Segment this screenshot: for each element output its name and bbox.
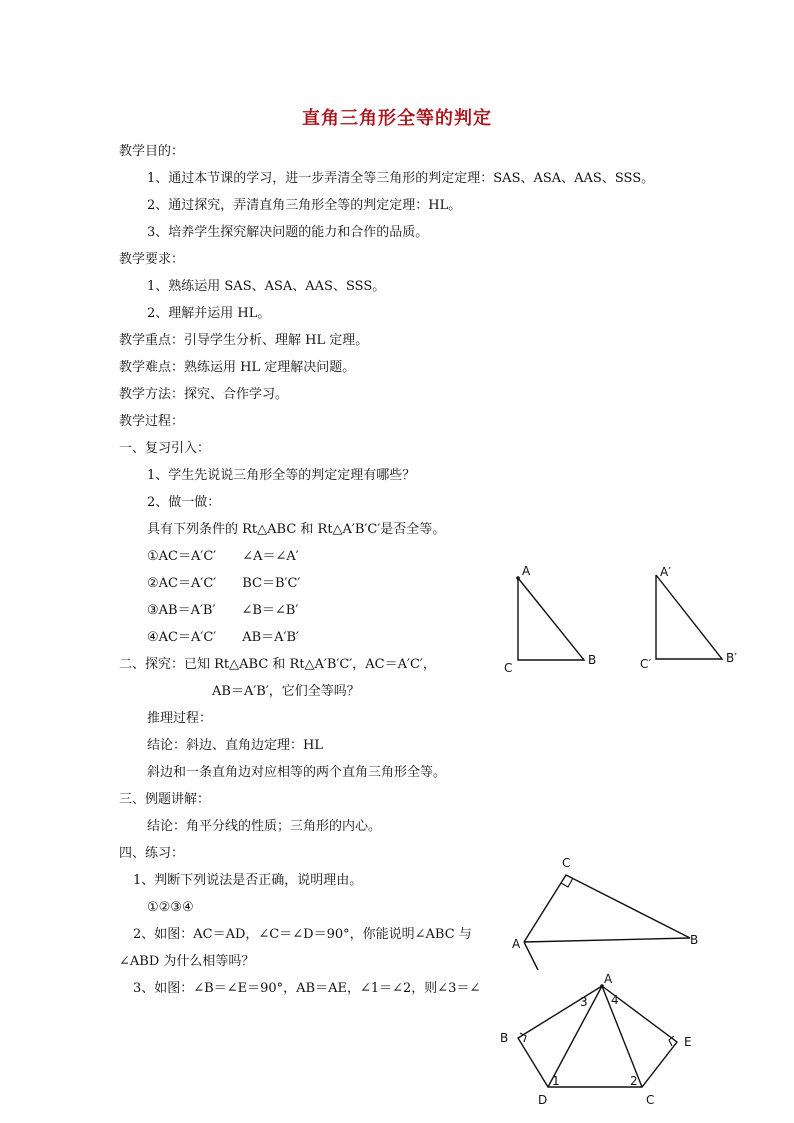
text-line: 1、熟练运用 SAS、ASA、AAS、SSS。 [147,279,386,294]
label-angle-4: 4 [611,993,619,1007]
text-line: 1、判断下列说法是否正确，说明理由。 [133,873,363,888]
label-c: C [562,856,571,870]
label-a: A [512,937,521,951]
section-heading: 教学目的： [119,144,185,159]
text-line: 2、如图：AC＝AD，∠C＝∠D＝90°，你能说明∠ABC 与 [133,927,472,942]
triangle-abc-figure [496,560,612,676]
triangle-a-prime-figure [636,560,746,676]
text-line: 结论：斜边、直角边定理：HL [147,738,323,753]
label-a-prime: A′ [660,565,671,579]
text-line: ③AB＝A′B′ ∠B＝∠B′ [147,603,299,618]
text-line: 推理过程： [147,711,213,726]
text-line: 结论：角平分线的性质；三角形的内心。 [147,819,382,834]
label-b: B [500,1031,509,1045]
label-angle-1: 1 [552,1074,560,1088]
pentagon-figure [494,972,704,1112]
text-line: 具有下列条件的 Rt△ABC 和 Rt△A′B′C′是否全等。 [147,522,446,537]
text-line: 2、通过探究，弄清直角三角形全等的判定定理：HL。 [147,198,462,213]
text-line: 3、培养学生探究解决问题的能力和合作的品质。 [147,225,429,240]
text-line: 1、通过本节课的学习，进一步弄清全等三角形的判定定理：SAS、ASA、AAS、SSS。 [147,171,655,186]
section-heading: 三、例题讲解： [119,792,211,807]
label-a: A [522,564,531,578]
section-heading: 教学重点：引导学生分析、理解 HL 定理。 [119,333,369,348]
text-line: 3、如图：∠B＝∠E＝90°，AB＝AE，∠1＝∠2，则∠3＝∠ [133,981,481,996]
document-title: 直角三角形全等的判定 [302,108,492,129]
section-heading: 教学要求： [119,252,185,267]
section-heading: 教学方法：探究、合作学习。 [119,387,289,402]
label-e: E [684,1035,692,1049]
section-heading: 一、复习引入： [119,441,211,456]
text-line: ∠ABD 为什么相等吗？ [119,954,255,969]
section-heading: 四、练习： [119,846,185,861]
text-line: ④AC＝A′C′ AB＝A′B′ [147,630,300,645]
label-c: C [646,1093,655,1107]
label-b-prime: B′ [726,651,737,665]
text-line: 斜边和一条直角边对应相等的两个直角三角形全等。 [147,765,447,780]
text-line: ②AC＝A′C′ BC＝B′C′ [147,576,301,591]
label-b: B [690,933,699,947]
text-line: 2、理解并运用 HL。 [147,306,271,321]
label-a: A [604,972,613,986]
label-c: C [504,661,513,675]
text-line: ①AC＝A′C′ ∠A＝∠A′ [147,549,299,564]
text-line: 2、做一做： [147,495,221,510]
section-heading: 教学过程： [119,414,185,429]
section-heading: 二、探究：已知 Rt△ABC 和 Rt△A′B′C′，AC＝A′C′， [119,657,436,672]
section-heading: 教学难点：熟练运用 HL 定理解决问题。 [119,360,356,375]
label-angle-3: 3 [580,995,588,1009]
label-b: B [588,653,597,667]
kite-figure [506,850,716,975]
label-c-prime: C′ [640,657,652,671]
text-line: 1、学生先说说三角形全等的判定定理有哪些？ [147,468,416,483]
text-line: AB＝A′B′，它们全等吗？ [212,684,360,699]
label-d: D [538,1093,548,1107]
label-angle-2: 2 [630,1074,638,1088]
text-line: ①②③④ [147,900,194,915]
